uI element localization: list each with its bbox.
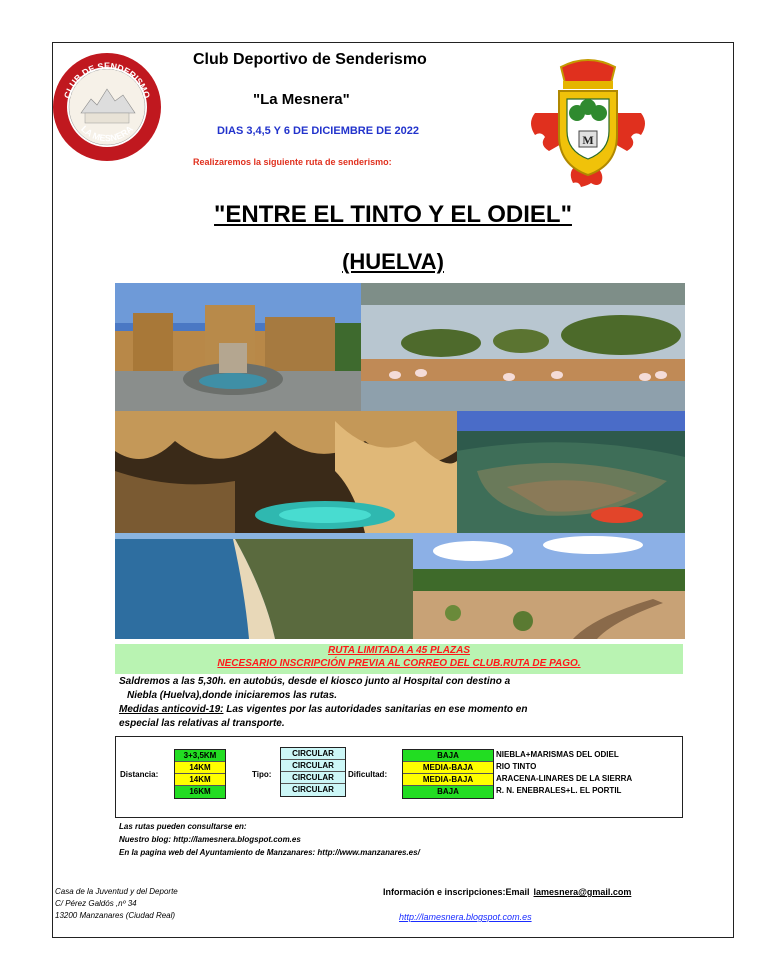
destination-cell: R. N. ENEBRALES+L. EL PORTIL (496, 786, 622, 795)
poster-page (52, 42, 734, 938)
description (119, 675, 699, 731)
email-link[interactable]: lamesnera@gmail.com (533, 887, 632, 897)
destination-column (496, 749, 686, 799)
blog-link[interactable]: http://lamesnera.blogspot.com.es (399, 912, 532, 922)
difficulty-column (402, 749, 494, 799)
destination-cell: NIEBLA+MARISMAS DEL ODIEL (496, 750, 619, 759)
address-line2: C/ Pérez Galdós ,nº 34 (55, 899, 137, 908)
covid-text: Las vigentes por las autoridades sanitarias en ese momento en (223, 704, 528, 715)
photo-castle-fountain (115, 283, 361, 411)
notice-banner (115, 644, 683, 674)
type-cell: CIRCULAR (281, 772, 345, 784)
logo-text-top: CLUB DE SENDERISMO (62, 60, 152, 100)
routes-info (119, 820, 420, 859)
photo-cave (115, 411, 457, 533)
photo-mine (457, 411, 685, 533)
event-dates: DIAS 3,4,5 Y 6 DE DICIEMBRE DE 2022 (217, 125, 419, 137)
departure-line1: Saldremos a las 5,30h. en autobús, desde el kiosco junto al Hospital con destino a (119, 676, 511, 687)
notice-capacity: RUTA LIMITADA A 45 PLAZAS (327, 645, 471, 656)
routes-table (115, 736, 683, 818)
distance-cell: 3+3,5KM (175, 750, 225, 762)
departure-line2: Niebla (Huelva),donde iniciaremos las rutas. (127, 690, 338, 701)
photo-beach (115, 533, 413, 639)
footer-address (55, 886, 178, 922)
difficulty-cell: MEDIA-BAJA (403, 774, 493, 786)
distance-column (174, 749, 226, 799)
routes-info-blog: Nuestro blog: http://lamesnera.blogspot.com.es (119, 835, 301, 844)
coat-of-arms (525, 55, 651, 191)
distance-cell: 14KM (175, 762, 225, 774)
contact-label: Información e inscripciones:Email (383, 887, 530, 897)
club-logo (51, 51, 163, 163)
destination-cell: ARACENA-LINARES DE LA SIERRA (496, 774, 633, 783)
distance-cell: 14KM (175, 774, 225, 786)
svg-text:M: M (582, 133, 594, 147)
distance-cell: 16KM (175, 786, 225, 798)
covid-label: Medidas anticovid-19: (119, 704, 224, 715)
logo-text-bottom: LA MESNERA (79, 123, 135, 144)
address-line3: 13200 Manzanares (Ciudad Real) (55, 911, 176, 920)
type-column (280, 747, 346, 797)
photo-marshes-flamingos (361, 283, 685, 411)
difficulty-cell: BAJA (403, 750, 493, 762)
address-line1: Casa de la Juventud y del Deporte (55, 887, 178, 896)
intro-text: Realizaremos la siguiente ruta de senderismo: (193, 157, 392, 167)
type-cell: CIRCULAR (281, 784, 345, 796)
difficulty-label: Dificultad: (348, 770, 388, 779)
photo-dunes-boardwalk (413, 533, 685, 639)
route-title: "ENTRE EL TINTO Y EL ODIEL" (214, 201, 572, 228)
type-label: Tipo: (252, 770, 272, 779)
covid-line2: especial las relativas al transporte. (119, 718, 285, 729)
difficulty-cell: MEDIA-BAJA (403, 762, 493, 774)
type-cell: CIRCULAR (281, 748, 345, 760)
club-name: Club Deportivo de Senderismo (193, 51, 427, 68)
routes-info-town: En la pagina web del Ayuntamiento de Manzanares: http://www.manzanares.es/ (119, 848, 420, 857)
notice-registration: NECESARIO INSCRIPCIÓN PREVIA AL CORREO DEL CLUB.RUTA DE PAGO. (217, 658, 581, 669)
destination-cell: RIO TINTO (496, 762, 537, 771)
distance-label: Distancia: (120, 770, 159, 779)
club-subtitle: "La Mesnera" (253, 91, 350, 108)
difficulty-cell: BAJA (403, 786, 493, 798)
contact-info (383, 887, 631, 897)
type-cell: CIRCULAR (281, 760, 345, 772)
route-region: (HUELVA) (342, 249, 444, 274)
routes-info-intro: Las rutas pueden consultarse en: (119, 822, 247, 831)
